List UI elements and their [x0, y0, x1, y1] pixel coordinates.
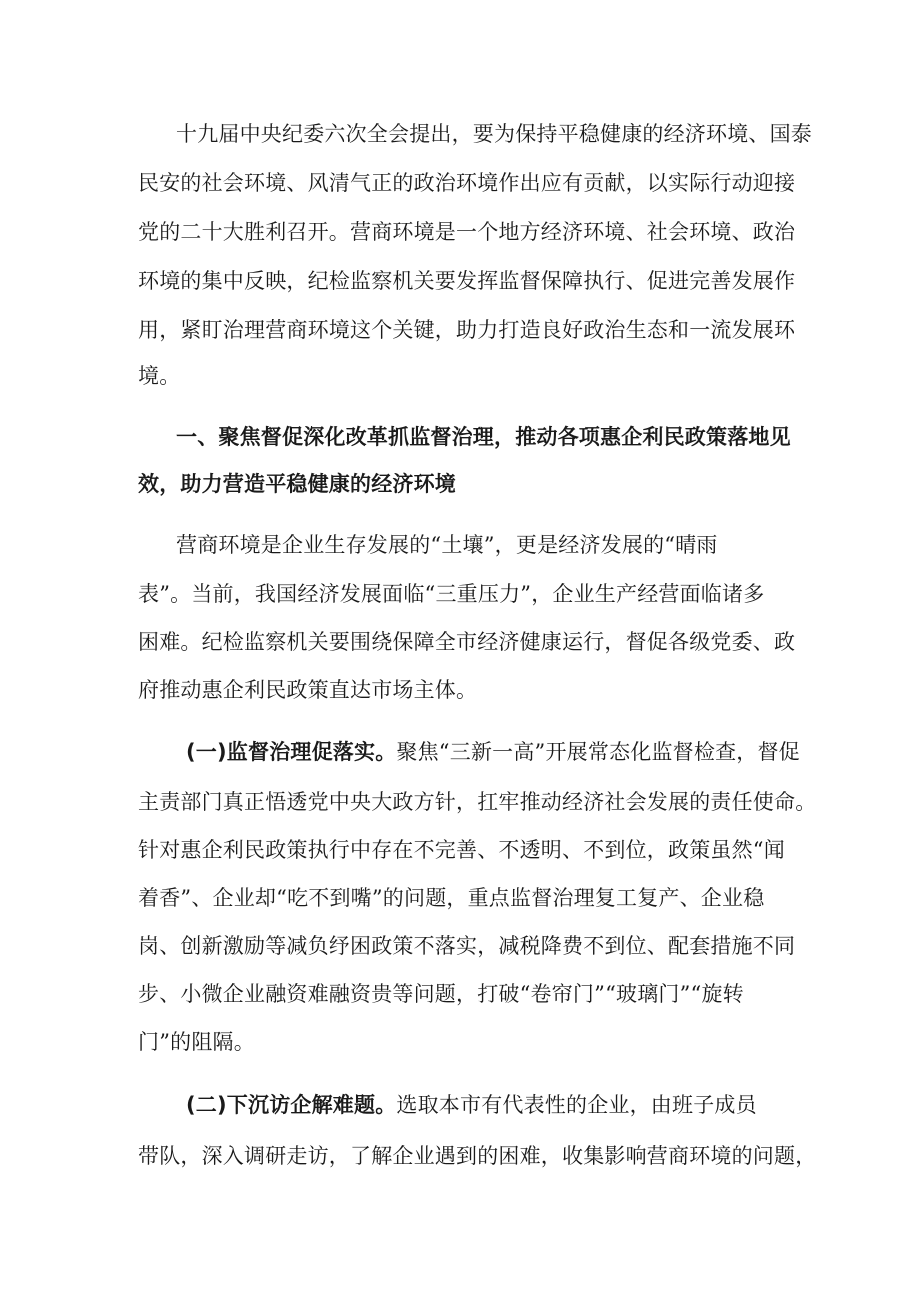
p4-line: 带队，深入调研走访，了解企业遇到的困难，收集影响营商环境的问题，	[138, 1144, 817, 1168]
p2-line: 营商环境是企业生存发展的“土壤”，更是经济发展的“晴雨	[176, 533, 718, 557]
intro-line: 境。	[138, 364, 181, 388]
section-heading: 一、聚焦督促深化改革抓监督治理，推动各项惠企利民政策落地见	[176, 425, 791, 449]
intro-line: 民安的社会环境、风清气正的政治环境作出应有贡献，以实际行动迎接	[138, 171, 796, 195]
p4-first-rest: 选取本市有代表性的企业，由班子成员	[396, 1093, 757, 1117]
p3-line: 着香”、企业却“吃不到嘴”的问题，重点监督治理复工复产、企业稳	[138, 886, 765, 910]
p4-first-line	[186, 1093, 757, 1117]
p3-first-line	[186, 740, 800, 764]
section-heading: 效，助力营造平稳健康的经济环境	[138, 472, 456, 496]
intro-line: 党的二十大胜利召开。营商环境是一个地方经济环境、社会环境、政治	[138, 220, 796, 244]
p2-line: 困难。纪检监察机关要围绕保障全市经济健康运行，督促各级党委、政	[138, 630, 796, 654]
intro-line: 用，紧盯治理营商环境这个关键，助力打造良好政治生态和一流发展环	[138, 318, 796, 342]
p2-line: 府推动惠企利民政策直达市场主体。	[138, 678, 478, 702]
intro-line: 环境的集中反映，纪检监察机关要发挥监督保障执行、促进完善发展作	[138, 269, 796, 293]
subsection-lead: (二)下沉访企解难题。	[186, 1093, 397, 1117]
p3-first-rest: 聚焦“三新一高”开展常态化监督检查，督促	[396, 740, 800, 764]
p3-line: 针对惠企利民政策执行中存在不完善、不透明、不到位，政策虽然“闻	[138, 838, 785, 862]
p3-line: 步、小微企业融资难融资贵等问题，打破“卷帘门”“玻璃门”“旋转	[138, 982, 744, 1006]
p3-line: 主责部门真正悟透党中央大政方针，扛牢推动经济社会发展的责任使命。	[138, 790, 817, 814]
p3-line: 岗、创新激励等减负纾困政策不落实，减税降费不到位、配套措施不同	[138, 934, 796, 958]
p2-line: 表”。当前，我国经济发展面临“三重压力”，企业生产经营面临诸多	[138, 582, 765, 606]
p3-line: 门”的阻隔。	[138, 1030, 255, 1054]
intro-line: 十九届中央纪委六次全会提出，要为保持平稳健康的经济环境、国泰	[176, 122, 812, 146]
subsection-lead: (一)监督治理促落实。	[186, 740, 397, 764]
